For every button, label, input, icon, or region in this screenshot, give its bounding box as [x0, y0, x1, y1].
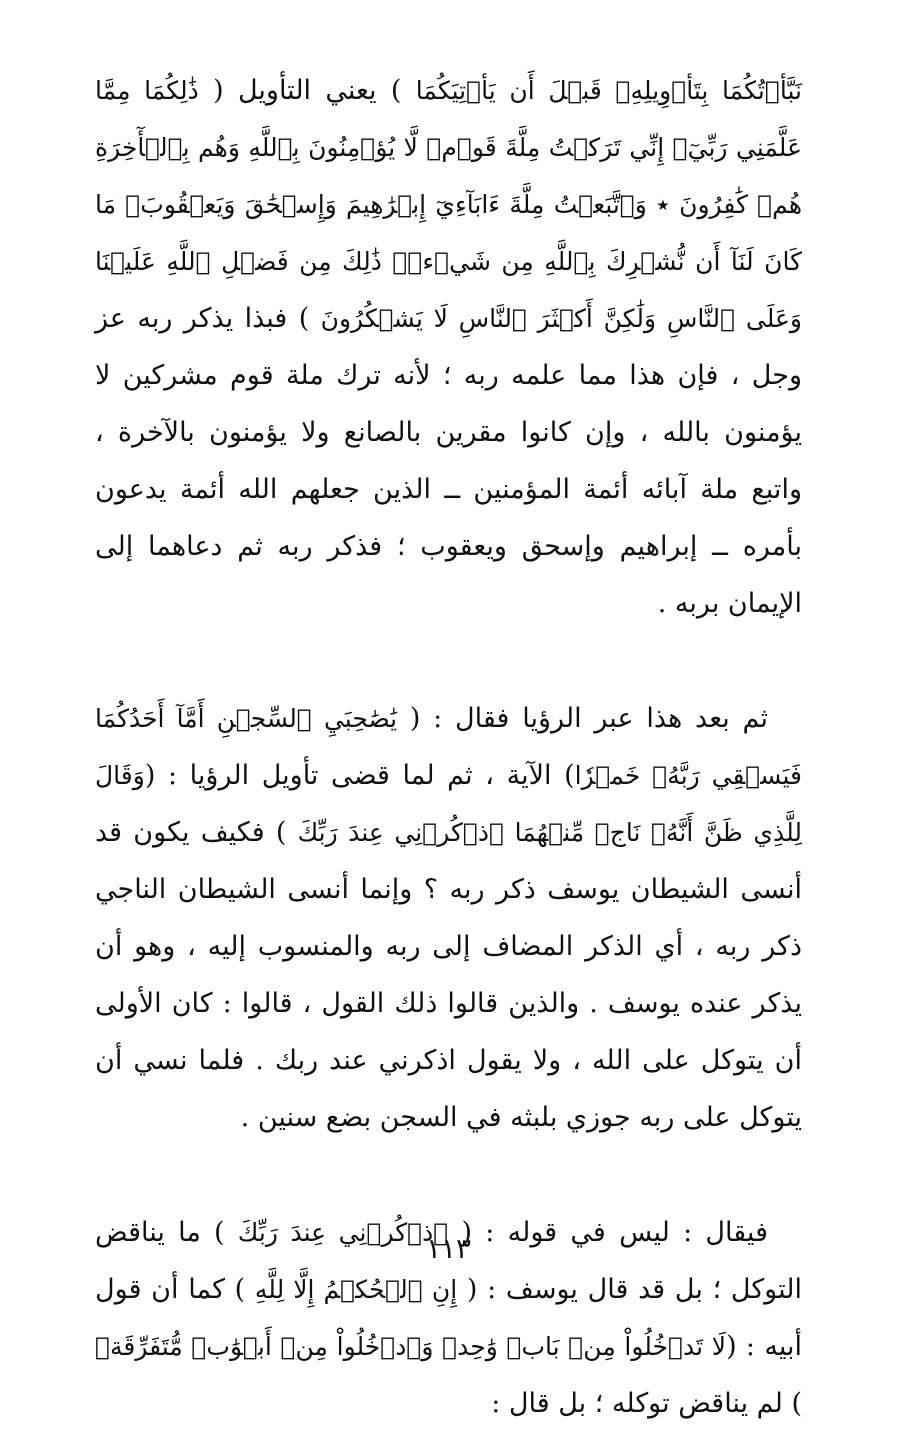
body-text: [95, 62, 802, 1432]
paragraph-2: [95, 690, 802, 1146]
quran-quote: ذَٰلِكُمَا مِمَّا عَلَّمَنِي رَبِّيٓۚ إِنِّي تَرَكۡتُ مِلَّةَ قَوۡمٖ لَّا يُؤۡمِنُونَ بِٱللَّهِ وَهُم بِٱلۡأٓخِرَةِ هُمۡ كَٰفِرُونَ ٭ وَٱتَّبَعۡتُ مِلَّةَ ءَابَآءِيٓ إِبۡرَٰهِيمَ وَإِسۡحَٰقَ وَيَعۡقُوبَۚ مَا كَانَ لَنَآ أَن نُّشۡرِكَ بِٱللَّهِ مِن شَيۡءٖۚ ذَٰلِكَ مِن فَضۡلِ ٱللَّهِ عَلَيۡنَا وَعَلَى ٱلنَّاسِ وَلَٰكِنَّ أَكۡثَرَ ٱلنَّاسِ لَا يَشۡكُرُونَ: [95, 76, 802, 333]
commentary-text: فيقال : ليس في قوله : (: [448, 1217, 768, 1248]
quran-quote: ٱذۡكُرۡنِي عِندَ رَبِّكَ: [237, 1218, 449, 1247]
commentary-text: ) فبذا يذكر ربه عز وجل ، فإن هذا مما علمه ربه ؛ لأنه ترك ملة قوم مشركين لا يؤمنون بالله ، وإن كانوا مقرين بالصانع ولا يؤمنون بالآخرة ، واتبع ملة آبائه أئمة المؤمنين ــ الذين جعلهم الله أئمة يدعون بأمره ــ إبراهيم وإسحق ويعقوب ؛ فذكر ربه ثم دعاهما إلى الإيمان بربه .: [95, 303, 802, 619]
paragraph-1: [95, 62, 802, 632]
quran-quote: إِنِ ٱلۡحُكۡمُ إِلَّا لِلَّهِ: [254, 1275, 458, 1304]
quran-quote: نَبَّأۡتُكُمَا بِتَأۡوِيلِهِۦ قَبۡلَ أَن يَأۡتِيَكُمَا: [415, 76, 802, 105]
commentary-text: ) ما يناقض التوكل ؛ بل قد قال يوسف : (: [95, 1217, 803, 1305]
commentary-text: ) يعني التأويل (: [198, 75, 416, 106]
commentary-text: ثم بعد هذا عبر الرؤيا فقال : (: [397, 703, 768, 734]
commentary-text: ) لم يناقض توكله ؛ بل قال :: [491, 1388, 802, 1419]
commentary-text: ) كما أن قول أبيه : (: [95, 1274, 803, 1362]
quran-quote: وَقَالَ لِلَّذِي ظَنَّ أَنَّهُۥ نَاجٖ مِّنۡهُمَا ٱذۡكُرۡنِي عِندَ رَبِّكَ: [95, 761, 802, 847]
commentary-text: ) فكيف يكون قد أنسى الشيطان يوسف ذكر ربه ؟ وإنما أنسى الشيطان الناجي ذكر ربه ، أي الذكر المضاف إلى ربه والمنسوب إليه ، وهو أن يذكر عنده يوسف . والذين قالوا ذلك القول ، قالوا : كان الأولى أن يتوكل على الله ، ولا يقول اذكرني عند ربك . فلما نسي أن يتوكل على ربه جوزي بلبثه في السجن بضع سنين .: [95, 817, 802, 1133]
commentary-text: ) الآية ، ثم لما قضى تأويل الرؤيا : (: [144, 760, 575, 791]
quran-quote: يَٰصَٰحِبَيِ ٱلسِّجۡنِ أَمَّآ أَحَدُكُمَا فَيَسۡقِي رَبَّهُۥ خَمۡرٗا: [95, 704, 803, 790]
quran-quote: لَا تَدۡخُلُواْ مِنۢ بَابٖ وَٰحِدٖ وَٱدۡخُلُواْ مِنۡ أَبۡوَٰبٖ مُّتَفَرِّقَةٖ: [95, 1332, 727, 1361]
page-number: ١١٣: [425, 1232, 472, 1265]
